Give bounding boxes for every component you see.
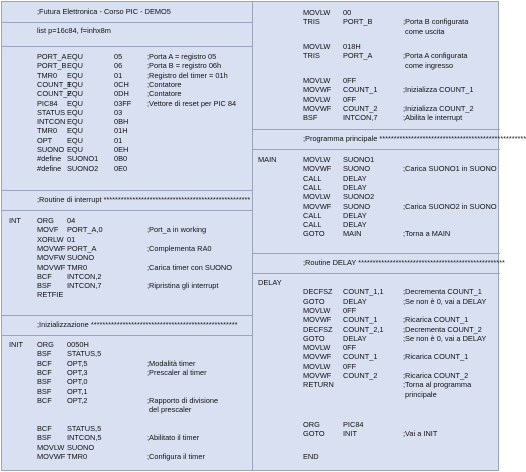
code-token: MOVLW [303, 155, 331, 164]
code-label: INIT [9, 340, 23, 349]
code-comment: ;Prescaler al timer [147, 367, 207, 377]
code-token: MOVWF [303, 103, 332, 113]
code-token: BSF [37, 433, 52, 443]
code-comment: ;Decrementa COUNT_2 [403, 324, 482, 334]
code-token: MOVFW [37, 253, 66, 263]
code-token: SUONO1 [343, 155, 375, 164]
separator-line [253, 273, 500, 274]
code-token: BCF [37, 271, 52, 281]
code-token: COUNT_1 [343, 85, 378, 95]
code-token: DELAY [343, 182, 367, 192]
code-comment: ;Port_a in working [147, 225, 207, 235]
code-token: BSF [303, 113, 318, 123]
code-token: OPT [37, 135, 53, 145]
code-token: MAIN [343, 229, 362, 239]
code-comment: ;Routine DELAY *************************************************** [303, 258, 505, 267]
code-token: COUNT_1 [343, 315, 378, 325]
code-token: 0CH [114, 79, 129, 89]
code-token: SUONO2 [343, 192, 375, 202]
code-token: DECFSZ [303, 287, 333, 297]
code-token: 0B0 [114, 154, 128, 164]
code-token: COUNT_1,1 [343, 287, 384, 297]
code-token: DECFSZ [303, 324, 333, 334]
code-token: PIC84 [343, 420, 364, 429]
code-token: 0DH [114, 89, 129, 99]
code-token: SUONO [343, 164, 371, 174]
code-token: MOVWF [303, 315, 332, 325]
code-token: BCF [37, 358, 52, 368]
code-token: COUNT_2 [343, 103, 378, 113]
code-token: COUNT_1 [343, 352, 378, 362]
code-token: PORT_A [37, 52, 67, 61]
code-comment: ;Torna al programma [403, 380, 472, 390]
code-token: TRIS [303, 51, 320, 61]
code-token: XORLW [37, 234, 64, 244]
code-token: BCF [37, 424, 52, 433]
code-comment: ;Contatore [147, 89, 182, 99]
code-token: GOTO [303, 333, 325, 343]
code-token: PORT_A [343, 51, 373, 61]
code-token: PORT_A,0 [67, 225, 103, 235]
code-token: PORT_B [37, 61, 67, 71]
code-token: BSF [37, 281, 52, 291]
code-token: SUONO2 [67, 163, 99, 173]
code-token: COUNT_2,1 [343, 324, 384, 334]
separator-line [2, 46, 252, 47]
code-token: 0050H [67, 340, 89, 349]
code-token: #define [37, 163, 62, 173]
code-token: SUONO1 [67, 154, 99, 164]
code-token: COUNT_2 [37, 89, 72, 99]
code-token: EQU [67, 135, 84, 145]
code-comment: ;Ricarica COUNT_2 [403, 371, 469, 380]
code-token: STATUS,5 [67, 349, 102, 359]
code-token: 0FF [343, 305, 357, 315]
code-label: DELAY [258, 278, 282, 287]
code-token: 00 [343, 8, 352, 17]
code-token: BCF [37, 395, 52, 405]
code-comment: ;Inizializzazione *************************************************** [37, 320, 238, 329]
code-token: MOVLW [303, 192, 331, 202]
code-token: principale [403, 389, 437, 399]
code-token: INIT [343, 429, 357, 439]
code-token: MOVWF [303, 371, 332, 380]
separator-line [253, 129, 500, 130]
code-comment: ;Abilita le interrupt [403, 113, 463, 123]
code-comment: ;Modalità timer [147, 358, 196, 368]
code-token: INTCON,5 [67, 433, 102, 443]
code-comment: ;Programma principale *************************************************** [303, 134, 526, 143]
code-token: EQU [67, 89, 84, 99]
code-token: TRIS [303, 17, 320, 27]
code-token: MOVWF [303, 164, 332, 174]
code-token: 018H [343, 42, 361, 51]
code-comment: ;Registro del timer = 01h [147, 70, 228, 80]
code-token: CALL [303, 173, 322, 183]
right-column [252, 2, 526, 470]
assembly-listing [1, 1, 526, 471]
code-comment: ;Carica SUONO2 in SUONO [403, 201, 497, 211]
code-token: EQU [67, 79, 84, 89]
separator-line [253, 253, 500, 254]
code-token: MOVLW [37, 442, 65, 452]
separator-line [2, 210, 252, 211]
code-token: 01 [114, 70, 123, 80]
code-token: SUONO [67, 253, 95, 263]
code-token: EQU [67, 61, 84, 71]
code-comment: ;Porta A configurata [403, 51, 468, 61]
code-token: TMR0 [37, 70, 58, 80]
code-token: MOVLW [303, 76, 331, 85]
code-token: come ingresso [403, 60, 454, 70]
code-token: 0FF [343, 361, 357, 371]
code-token: 01 [114, 135, 123, 145]
code-token: GOTO [303, 296, 325, 306]
code-token: OPT,1 [67, 386, 88, 396]
code-token: MOVWF [303, 201, 332, 211]
code-token: EQU [67, 52, 84, 61]
code-token: STATUS,5 [67, 424, 102, 433]
code-token: 01 [67, 234, 76, 244]
code-token: TMR0 [37, 126, 58, 136]
code-token: MOVWF [37, 243, 66, 253]
left-column [2, 2, 252, 470]
code-comment: ;Carica timer con SUONO [147, 262, 233, 272]
code-token: 0E0 [114, 163, 128, 173]
code-token: OPT,2 [67, 395, 88, 405]
code-token: 05 [114, 52, 123, 61]
code-label: INT [9, 216, 21, 225]
code-comment: ;Se non è 0, vai a DELAY [403, 296, 487, 306]
code-token: MOVLW [303, 94, 331, 104]
code-token: CALL [303, 182, 322, 192]
code-token: EQU [67, 107, 84, 117]
code-token: INTCON,7 [67, 281, 102, 291]
code-token: MOVLW [303, 343, 331, 353]
code-token: BSF [37, 377, 52, 387]
code-token: COUNT_2 [343, 371, 378, 380]
code-token: SUONO [67, 442, 95, 452]
code-token: MOVWF [303, 85, 332, 95]
code-token: ORG [37, 216, 54, 225]
code-token: DELAY [343, 333, 367, 343]
code-comment: ;Abilitato il timer [147, 433, 200, 443]
code-token: PIC84 [37, 98, 58, 108]
code-token: 0EH [114, 145, 129, 154]
code-token: 0FF [343, 343, 357, 353]
code-token: EQU [67, 98, 84, 108]
code-token: CALL [303, 210, 322, 220]
code-token: SUONO [343, 201, 371, 211]
code-comment: ;Ricarica COUNT_1 [403, 315, 469, 325]
code-token: DELAY [343, 296, 367, 306]
code-token: EQU [67, 145, 84, 154]
code-token: MOVWF [303, 352, 332, 362]
code-comment: ;Torna a MAIN [403, 229, 451, 239]
separator-line [2, 22, 252, 23]
code-token: INTCON [37, 117, 66, 127]
code-token: TMR0 [67, 451, 88, 461]
code-token: COUNT_1 [37, 79, 72, 89]
code-comment: ;Decrementa COUNT_1 [403, 287, 482, 297]
code-token: MOVLW [303, 305, 331, 315]
code-token: EQU [67, 117, 84, 127]
code-token: MOVWF [37, 451, 66, 461]
code-token: OPT,3 [67, 367, 88, 377]
code-token: EQU [67, 70, 84, 80]
code-token: OPT,0 [67, 377, 88, 387]
code-token: GOTO [303, 229, 325, 239]
code-comment: ;Complementa RA0 [147, 243, 212, 253]
code-label: MAIN [258, 155, 277, 164]
code-comment: ;Porta B configurata [403, 17, 469, 27]
code-token: #define [37, 154, 62, 164]
separator-line [2, 190, 252, 191]
code-comment: ;Contatore [147, 79, 182, 89]
code-token: PORT_A [67, 243, 97, 253]
code-token: 0FF [343, 94, 357, 104]
code-token: BSF [37, 386, 52, 396]
code-token: STATUS [37, 107, 66, 117]
separator-line [253, 149, 500, 150]
code-token: EQU [67, 126, 84, 136]
code-comment: ;Inizializza COUNT_1 [403, 85, 474, 95]
separator-line [2, 315, 252, 316]
code-token: DELAY [343, 210, 367, 220]
code-comment: ;Futura Elettronica - Corso PIC - DEMO5 [37, 7, 171, 16]
code-token: 03 [114, 107, 123, 117]
code-token: ORG [303, 420, 320, 429]
code-token: BSF [37, 349, 52, 359]
code-comment: ;Porta B = registro 06h [147, 61, 222, 71]
code-token: TMR0 [67, 262, 88, 272]
code-comment: ;Vai a INIT [403, 429, 438, 439]
code-token: BCF [37, 367, 52, 377]
code-token: 0BH [114, 117, 129, 127]
code-token: CALL [303, 220, 322, 230]
code-comment: ;Ripristina gli interrupt [147, 281, 219, 291]
code-comment: ;Rapporto di divisione [147, 395, 219, 405]
code-token: MOVLW [303, 42, 331, 51]
code-token: ORG [37, 340, 54, 349]
code-token: DELAY [343, 220, 367, 230]
code-token: 06 [114, 61, 123, 71]
code-comment: ;Carica SUONO1 in SUONO [403, 164, 497, 174]
code-comment: ;Vettore di reset per PIC 84 [147, 98, 237, 108]
code-comment: ;Se non è 0, vai a DELAY [403, 333, 487, 343]
code-token: 03FF [114, 98, 132, 108]
code-token: OPT,5 [67, 358, 88, 368]
code-token: DELAY [343, 173, 367, 183]
code-token: GOTO [303, 429, 325, 439]
code-comment: ;Ricarica COUNT_1 [403, 352, 469, 362]
code-token: del prescaler [147, 405, 192, 415]
code-token: RETFIE [37, 290, 64, 300]
code-token: MOVLW [303, 8, 331, 17]
code-token: MOVWF [37, 262, 66, 272]
code-token: MOVF [37, 225, 59, 235]
code-token: 0FF [343, 76, 357, 85]
code-comment: ;Inizializza COUNT_2 [403, 103, 474, 113]
code-token: RETURN [303, 380, 334, 390]
code-token: MOVLW [303, 361, 331, 371]
code-token: 01H [114, 126, 128, 136]
code-token: INTCON,7 [343, 113, 378, 123]
separator-line [2, 335, 252, 336]
code-comment: ;Routine di interrupt *************************************************** [37, 195, 251, 204]
code-comment: ;Configura il timer [147, 451, 205, 461]
code-token: 04 [67, 216, 76, 225]
code-token: SUONO [37, 145, 65, 154]
code-token: come uscita [403, 26, 445, 36]
code-token: PORT_B [343, 17, 373, 27]
code-token: INTCON,2 [67, 271, 102, 281]
code-comment: ;Porta A = registro 05 [147, 52, 217, 61]
code-token: END [303, 452, 319, 461]
code-token: list p=16c84, f=inhx8m [37, 26, 111, 35]
